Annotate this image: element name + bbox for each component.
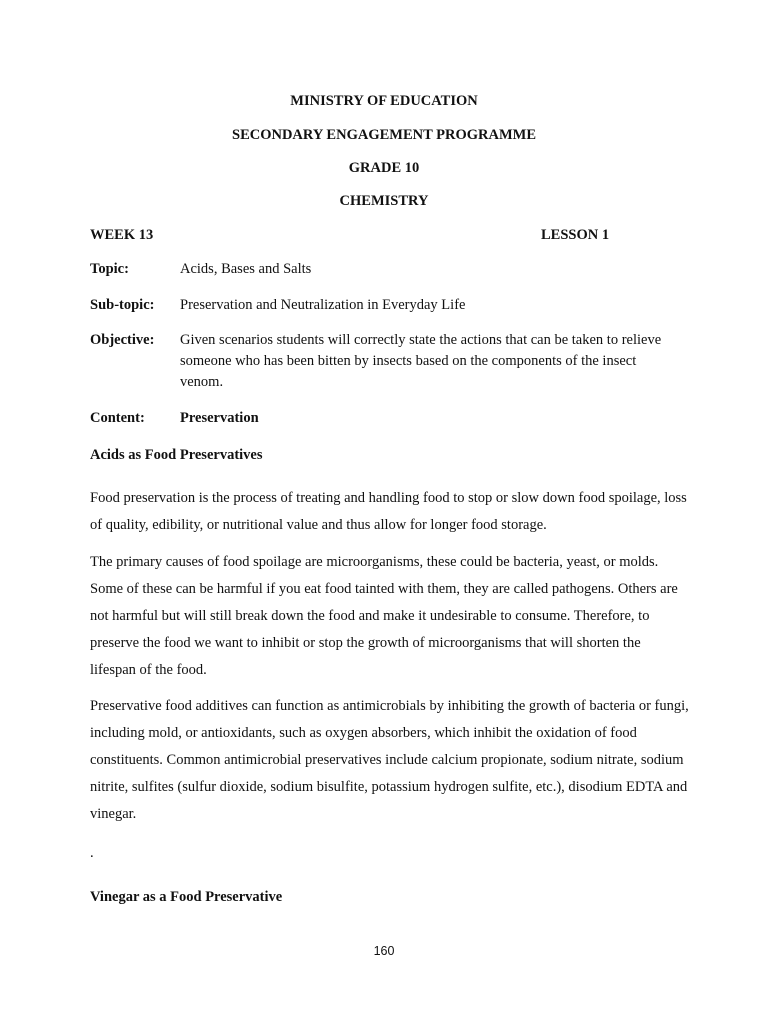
lesson-label: LESSON 1	[541, 227, 610, 243]
topic-label: Topic:	[90, 261, 129, 277]
objective-value: Given scenarios students will correctly state the actions that can be taken to relieve someone who has been bitten by insects based on the components of the insect venom.	[180, 332, 662, 390]
section-heading-acids: Acids as Food Preservatives	[90, 447, 263, 463]
ministry-title: MINISTRY OF EDUCATION	[290, 93, 478, 109]
stray-dot: .	[90, 845, 94, 861]
subtopic-value: Preservation and Neutralization in Everyday Life	[180, 297, 466, 313]
content-label: Content:	[90, 410, 145, 426]
section-heading-vinegar: Vinegar as a Food Preservative	[90, 889, 283, 905]
page-number: 160	[373, 944, 395, 958]
paragraph-food-preservation: Food preservation is the process of treating and handling food to stop or slow down food spoilage, loss of quality, edibility, or nutritional value and thus allow for longer food storage.	[90, 490, 687, 533]
paragraph-preservative-additives: Preservative food additives can function as antimicrobials by inhibiting the growth of bacteria or fungi, including mold, or antioxidants, such as oxygen absorbers, which inhibit the oxidation of food constituents. Common antimicrobial preservatives include calcium propionate, sodium nitrate, sodium nitrite, sulfites (sulfur dioxide, sodium bisulfite, potassium hydrogen sulfite, etc.), disodium EDTA and vinegar.	[90, 698, 689, 822]
grade-title: GRADE 10	[348, 160, 420, 176]
week-label: WEEK 13	[90, 227, 154, 243]
subject-title: CHEMISTRY	[339, 193, 429, 209]
programme-title: SECONDARY ENGAGEMENT PROGRAMME	[232, 127, 536, 143]
paragraph-spoilage-causes: The primary causes of food spoilage are microorganisms, these could be bacteria, yeast, or molds. Some of these can be harmful if you eat food tainted with them, they are called pathogens. Others are not harmful but will still break down the food and make it undesirable to consume. Therefore, to preserve the food we want to inhibit or stop the growth of microorganisms that will shorten the lifespan of the food.	[90, 554, 678, 678]
subtopic-label: Sub-topic:	[90, 297, 155, 313]
objective-label: Objective:	[90, 332, 155, 348]
content-value: Preservation	[180, 410, 259, 426]
topic-value: Acids, Bases and Salts	[180, 261, 312, 277]
